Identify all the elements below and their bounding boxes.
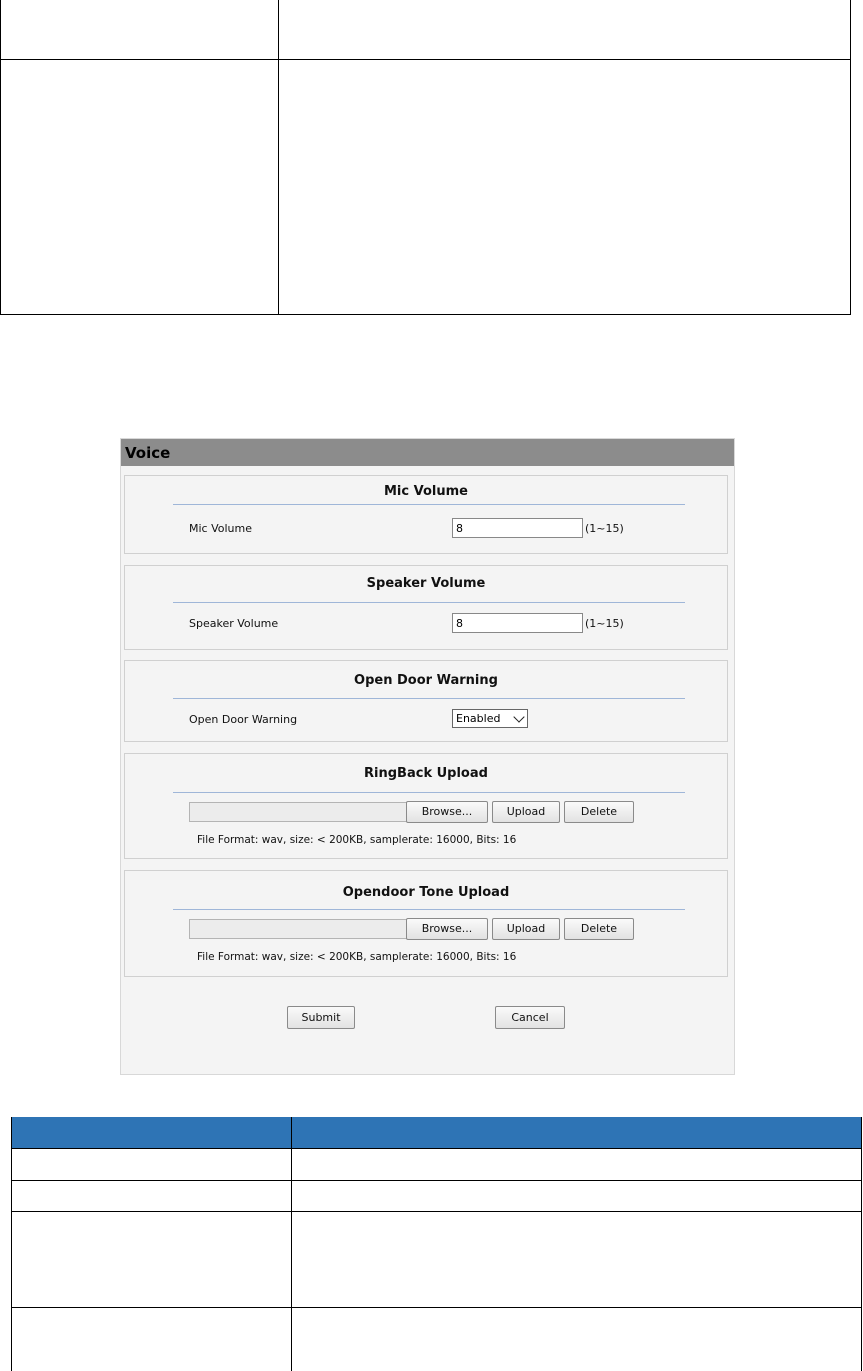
ringback-upload-button[interactable]: Upload [492,801,560,823]
speaker-volume-input[interactable] [452,613,583,633]
opendoor-tone-delete-button[interactable]: Delete [564,918,634,940]
mic-volume-heading: Mic Volume [384,484,468,499]
speaker-volume-section [124,565,728,650]
opendoor-tone-file-path-field[interactable] [189,919,407,939]
mic-volume-input[interactable] [452,518,583,538]
open-door-warning-select[interactable] [452,709,528,728]
ringback-file-format-note: File Format: wav, size: < 200KB, samplerate: 16000, Bits: 16 [197,834,517,846]
ringback-browse-button[interactable]: Browse... [406,801,488,823]
section-divider [173,504,685,505]
top-table-row-divider [1,59,850,60]
cancel-button[interactable]: Cancel [495,1006,565,1029]
section-divider [173,698,685,699]
bottom-table-row-divider [12,1211,861,1212]
section-divider [173,792,685,793]
section-divider [173,602,685,603]
open-door-warning-selected: Enabled [456,712,501,725]
bottom-table-row-divider [12,1148,861,1149]
ringback-upload-section [124,753,728,859]
speaker-volume-label: Speaker Volume [189,617,279,630]
top-table [0,0,851,315]
ringback-upload-heading: RingBack Upload [364,766,488,781]
mic-volume-label: Mic Volume [189,522,253,535]
speaker-volume-heading: Speaker Volume [366,576,486,591]
opendoor-tone-browse-button[interactable]: Browse... [406,918,488,940]
voice-panel-title: Voice [121,439,734,466]
bottom-table-column-divider [291,1117,292,1371]
ringback-delete-button[interactable]: Delete [564,801,634,823]
bottom-table [11,1117,862,1371]
opendoor-tone-upload-heading: Opendoor Tone Upload [342,885,510,900]
open-door-warning-heading: Open Door Warning [354,673,498,688]
section-divider [173,909,685,910]
bottom-table-row-divider [12,1180,861,1181]
opendoor-tone-file-format-note: File Format: wav, size: < 200KB, samplerate: 16000, Bits: 16 [197,951,517,963]
bottom-table-header [12,1117,861,1148]
opendoor-tone-upload-section [124,870,728,977]
open-door-warning-section [124,660,728,742]
chevron-down-icon [513,711,524,722]
mic-volume-section [124,475,728,554]
open-door-warning-label: Open Door Warning [189,713,298,726]
ringback-file-path-field[interactable] [189,802,407,822]
voice-panel [120,438,735,1075]
opendoor-tone-upload-button[interactable]: Upload [492,918,560,940]
top-table-column-divider [278,0,279,314]
submit-button[interactable]: Submit [287,1006,355,1029]
speaker-volume-range: (1~15) [585,617,624,630]
mic-volume-range: (1~15) [585,522,624,535]
bottom-table-row-divider [12,1307,861,1308]
